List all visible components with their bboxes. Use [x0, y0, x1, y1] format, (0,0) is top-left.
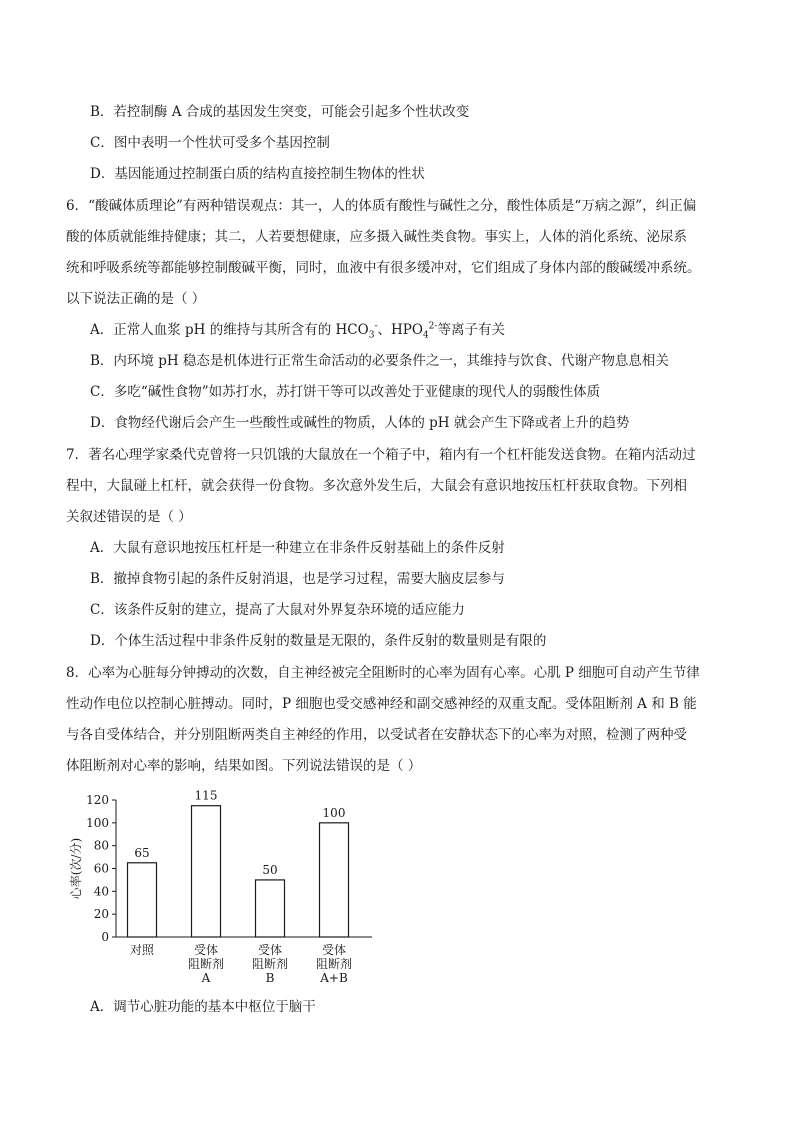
q7-stem-line1: 7．著名心理学家桑代克曾将一只饥饿的大鼠放在一个箱子中，箱内有一个杠杆能发送食物。在箱内活动过: [66, 447, 696, 463]
x-category-label: 阻断剂: [251, 957, 289, 971]
x-category-label: 受体: [321, 943, 347, 957]
bar: [320, 823, 349, 937]
bar-value-label: 115: [194, 788, 218, 803]
bar: [256, 880, 285, 937]
y-tick-label: 120: [86, 793, 109, 807]
q7-option-c: C．该条件反射的建立，提高了大鼠对外界复杂环境的适应能力: [90, 602, 465, 618]
q6-option-b: B．内环境 pH 稳态是机体进行正常生命活动的必要条件之一，其维持与饮食、代谢产物息息相关: [90, 353, 669, 369]
q7-stem-line2: 程中，大鼠碰上杠杆，就会获得一份食物。多次意外发生后，大鼠会有意识地按压杠杆获取食物。下列相: [66, 478, 687, 494]
y-tick-label: 100: [86, 815, 109, 830]
y-tick-label: 40: [93, 884, 109, 899]
q8-option-a: A．调节心脏功能的基本中枢位于脑干: [90, 999, 316, 1015]
q7-stem-line3: 关叙述错误的是（ ）: [66, 509, 192, 525]
x-category-label: 受体: [257, 943, 283, 957]
q6-stem-line2: 酸的体质就能维持健康；其二，人若要想健康，应多摄入碱性类食物。事实上，人体的消化系统、泌尿系: [66, 229, 687, 245]
q5-option-c: C．图中表明一个性状可受多个基因控制: [90, 135, 330, 151]
q7-option-b: B．撤掉食物引起的条件反射消退，也是学习过程，需要大脑皮层参与: [90, 571, 505, 587]
q6-stem-line4: 以下说法正确的是（ ）: [66, 291, 206, 307]
y-tick-label: 80: [93, 838, 109, 853]
q6-stem-line1: 6．“酸碱体质理论”有两种错误观点：其一，人的体质有酸性与碱性之分，酸性体质是“万病之源”，纠正偏: [66, 198, 697, 214]
bar: [128, 863, 157, 937]
q8-stem-line4: 体阻断剂对心率的影响，结果如图。下列说法错误的是（ ）: [66, 758, 422, 774]
y-tick-label: 0: [101, 930, 109, 944]
y-tick-label: 20: [93, 907, 109, 922]
q7-option-a: A．大鼠有意识地按压杠杆是一种建立在非条件反射基础上的条件反射: [90, 540, 505, 556]
bar-value-label: 50: [262, 862, 278, 877]
q5-option-d: D．基因能通过控制蛋白质的结构直接控制生物体的性状: [90, 166, 425, 182]
q8-stem-line1: 8．心率为心脏每分钟搏动的次数，自主神经被完全阻断时的心率为固有心率。心肌 P 细胞可自动产生节律: [66, 665, 700, 681]
q6-option-c: C．多吃“碱性食物”如苏打水，苏打饼干等可以改善处于亚健康的现代人的弱酸性体质: [90, 384, 601, 400]
chart-bars: [128, 806, 349, 937]
q6-option-d: D．食物经代谢后会产生一些酸性或碱性的物质，人体的 pH 就会产生下降或者上升的趋势: [90, 415, 630, 431]
y-axis-label: 心率(次/分): [69, 837, 83, 900]
bar-value-label: 100: [322, 805, 346, 820]
q6-stem-line3: 统和呼吸系统等都能够控制酸碱平衡，同时，血液中有很多缓冲对，它们组成了身体内部的酸碱缓冲系统。: [66, 260, 701, 276]
bar-value-label: 65: [134, 845, 150, 860]
y-tick-label: 60: [93, 861, 109, 876]
q8-stem-line3: 与各自受体结合，并分别阻断两类自主神经的作用，以受试者在安静状态下的心率为对照，检测了两种受: [66, 727, 687, 743]
bar: [192, 806, 221, 937]
x-category-label: 阻断剂: [315, 957, 353, 971]
q6-option-a: A．正常人血浆 pH 的维持与其所含有的 $HCO_3^-$、$HPO_4^{2-}$等离子有关: [90, 321, 505, 341]
x-category-label: A+B: [320, 971, 348, 985]
q7-option-d: D．个体生活过程中非条件反射的数量是无限的，条件反射的数量则是有限的: [90, 633, 547, 649]
q5-option-b: B．若控制酶 A 合成的基因发生突变，可能会引起多个性状改变: [90, 104, 470, 120]
heart-rate-bar-chart: [66, 780, 396, 990]
q8-stem-line2: 性动作电位以控制心脏搏动。同时，P 细胞也受交感神经和副交感神经的双重支配。受体阻断剂 A 和 B 能: [66, 696, 697, 712]
x-category-label: 对照: [129, 943, 155, 957]
x-category-label: 受体: [193, 943, 219, 957]
x-category-label: B: [265, 971, 275, 985]
x-category-label: A: [201, 971, 211, 985]
x-category-label: 阻断剂: [187, 957, 225, 971]
